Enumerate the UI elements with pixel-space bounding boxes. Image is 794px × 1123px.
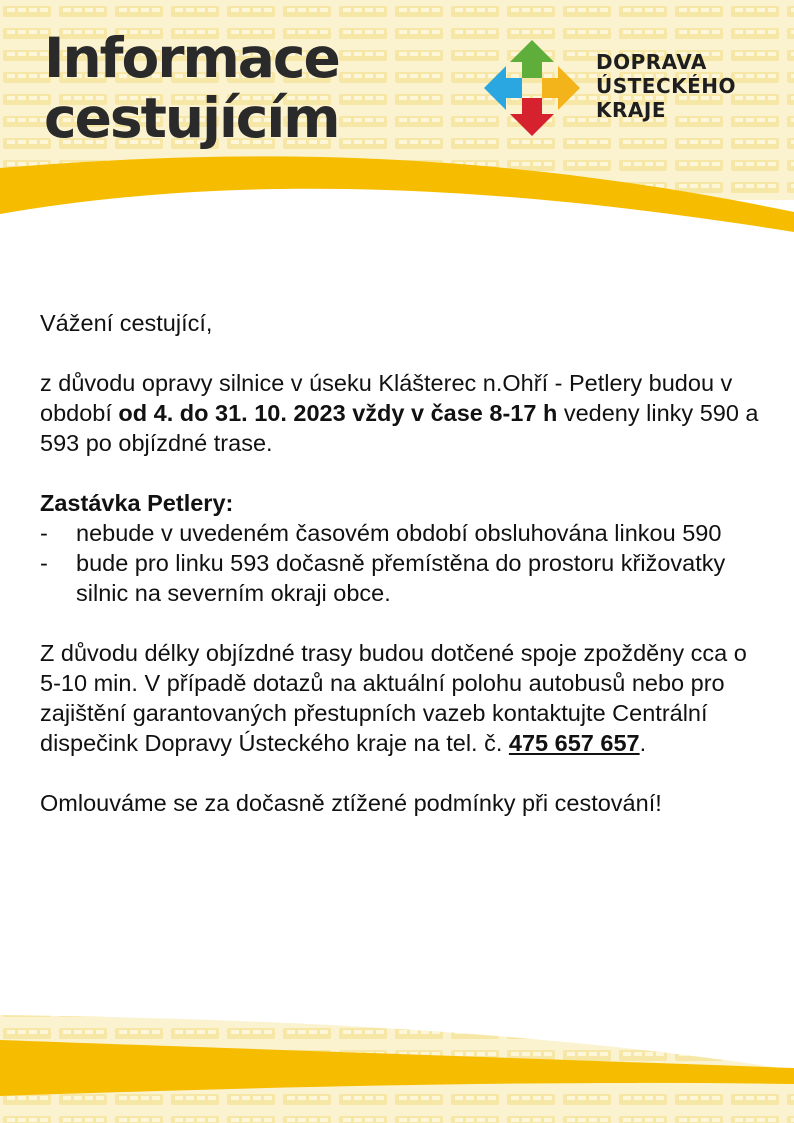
title-line-1: Informace <box>44 26 339 90</box>
logo-arrows-icon <box>482 38 582 138</box>
logo-line-1: DOPRAVA <box>596 50 707 74</box>
logo-text <box>596 50 736 122</box>
title-line-2: cestujícím <box>44 86 339 150</box>
stop-info-list <box>40 518 760 608</box>
logo-line-2: ÚSTECKÉHO <box>596 74 737 98</box>
list-item <box>40 518 760 548</box>
stop-heading: Zastávka Petlery: <box>40 490 234 516</box>
list-item <box>40 548 760 608</box>
bullet-dash: - <box>40 520 48 546</box>
paragraph-delay-text: Z důvodu délky objízdné trasy budou dotčené spoje zpožděny cca o 5-10 min. V případě dotazů na aktuální polohu autobusů nebo pro zajištění garantovaných přestupních vazeb kontaktujte Centrální dispečink Dopravy Ústeckého kraje na tel. č. <box>40 640 747 756</box>
bullet-dash: - <box>40 550 48 576</box>
header <box>0 0 794 265</box>
logo-line-3: KRAJE <box>596 98 666 122</box>
footer-background <box>0 1000 794 1123</box>
paragraph-detour-text-a: z důvodu opravy silnice v úseku Klášterec n.Ohří - Petlery budou v období <box>40 370 733 426</box>
phone-number-link[interactable]: 475 657 657 <box>508 730 640 756</box>
footer <box>0 1000 794 1123</box>
list-item-text: nebude v uvedeném časovém období obsluhována linkou 590 <box>76 520 722 546</box>
detour-period: od 4. do 31. 10. 2023 vždy v čase 8-17 h <box>118 400 558 426</box>
letter-body <box>40 308 760 818</box>
list-item-text: bude pro linku 593 dočasně přemístěna do prostoru křižovatky silnic na severním okraji obce. <box>76 550 726 606</box>
page-title <box>44 28 339 148</box>
closing-text: Omlouváme se za dočasně ztížené podmínky při cestování! <box>40 790 662 816</box>
paragraph-delay-end: . <box>639 730 647 756</box>
greeting: Vážení cestující, <box>40 310 213 336</box>
paragraph-detour-text-b: vedeny linky 590 a 593 po objízdné trase. <box>40 400 759 456</box>
logo-doprava-usteckeho-kraje <box>482 38 772 138</box>
paragraph-detour <box>40 368 760 458</box>
paragraph-delay <box>40 638 760 758</box>
